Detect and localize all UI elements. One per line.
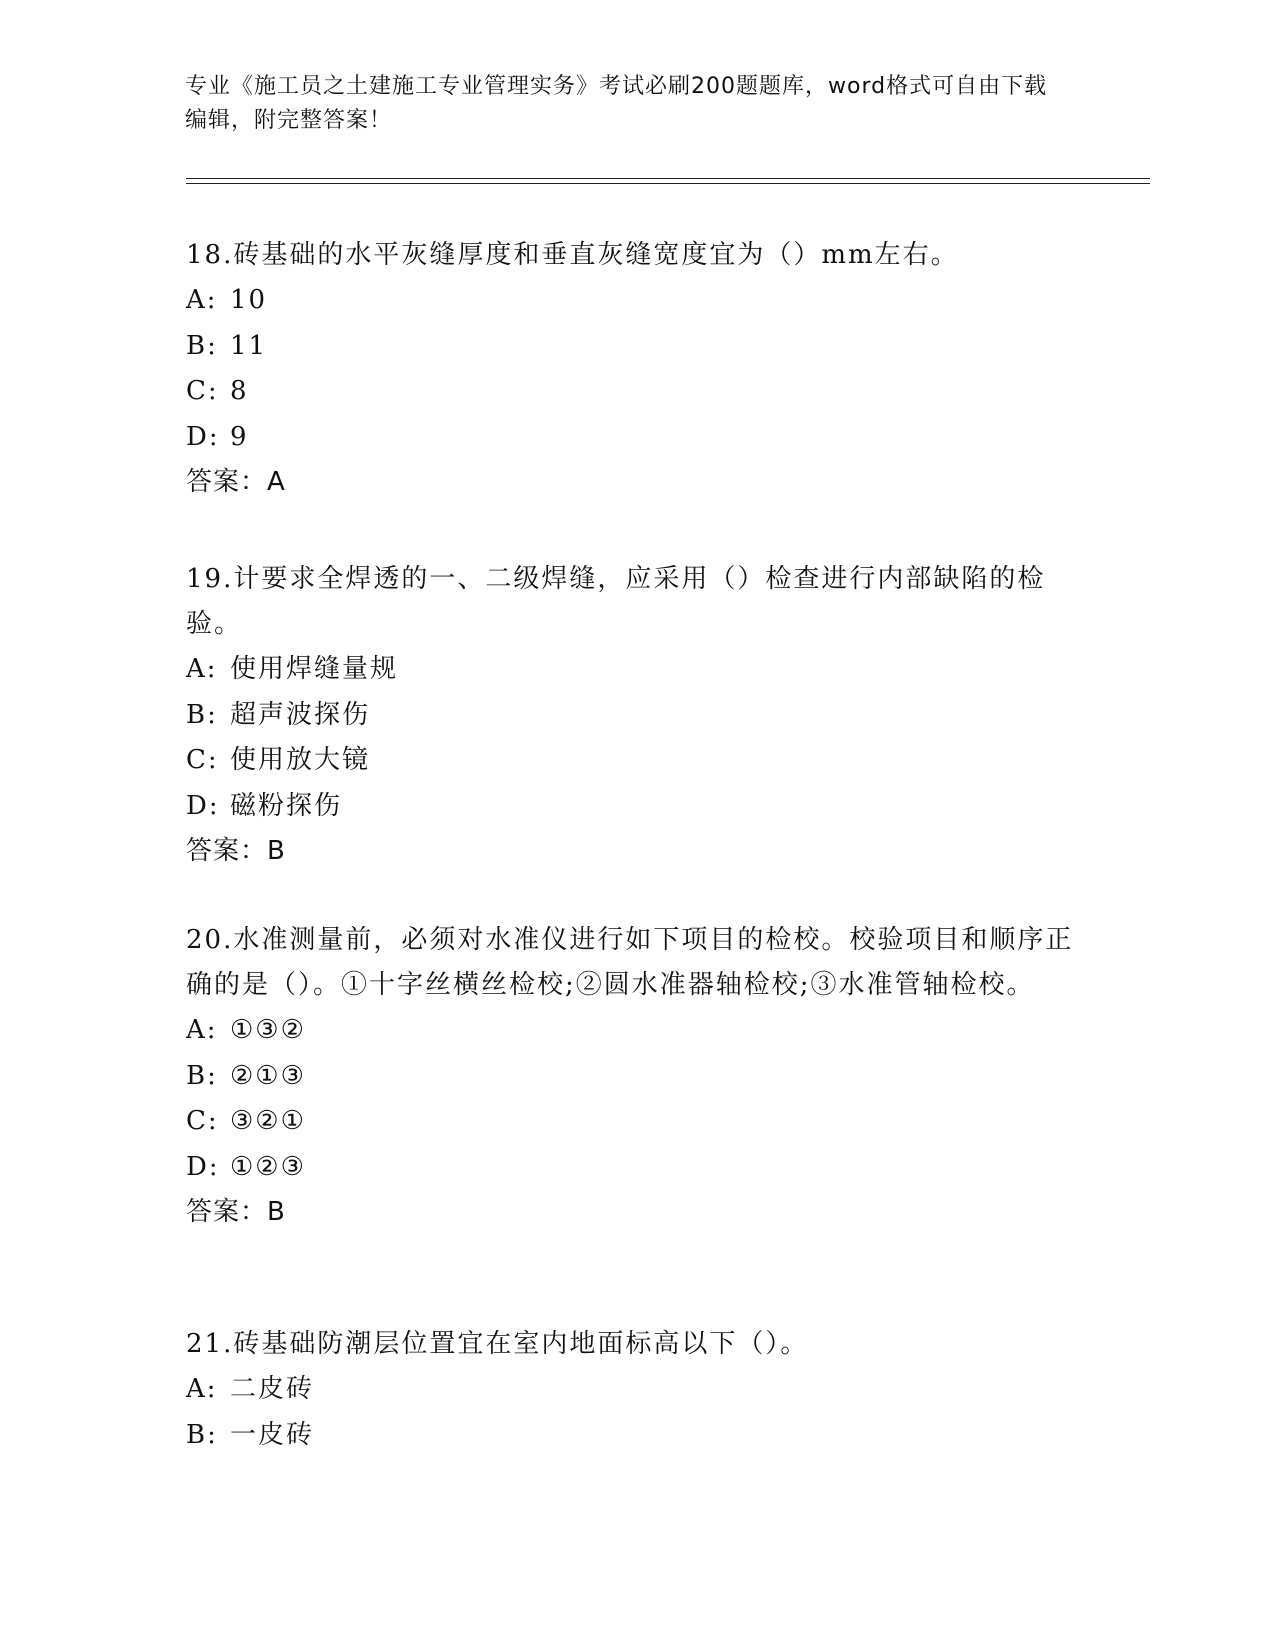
option-a bbox=[186, 647, 1086, 693]
option-c bbox=[186, 1099, 1086, 1145]
option-text: 使用焊缝量规 bbox=[230, 654, 399, 684]
option-text: ②①③ bbox=[230, 1060, 306, 1091]
option-letter: C: bbox=[186, 745, 219, 775]
option-c bbox=[186, 738, 1086, 784]
question-19 bbox=[186, 557, 1086, 873]
question-stem: 20.水准测量前，必须对水准仪进行如下项目的检校。校验项目和顺序正确的是（）。①十字丝横丝检校;②圆水准器轴检校;③水准管轴检校。 bbox=[186, 925, 1074, 1000]
option-text: 二皮砖 bbox=[230, 1374, 315, 1404]
option-text: 使用放大镜 bbox=[230, 745, 371, 775]
option-text: 9 bbox=[230, 421, 249, 452]
option-d bbox=[186, 784, 1086, 830]
option-text: 磁粉探伤 bbox=[230, 790, 343, 821]
option-letter: B: bbox=[186, 1419, 218, 1450]
option-b bbox=[186, 1054, 1086, 1100]
answer-key: 答案：B bbox=[186, 1197, 286, 1227]
option-a bbox=[186, 1008, 1086, 1054]
question-stem: 19.计要求全焊透的一、二级焊缝，应采用（）检查进行内部缺陷的检验。 bbox=[186, 564, 1046, 639]
option-d bbox=[186, 1145, 1086, 1191]
option-letter: A: bbox=[186, 1015, 218, 1045]
question-21 bbox=[186, 1322, 1086, 1458]
question-stem: 21.砖基础防潮层位置宜在室内地面标高以下（）。 bbox=[186, 1329, 809, 1359]
answer-key: 答案：B bbox=[186, 836, 286, 866]
option-text: 11 bbox=[230, 330, 268, 361]
option-text: 一皮砖 bbox=[230, 1419, 315, 1450]
option-text: 超声波探伤 bbox=[230, 699, 371, 730]
option-letter: A: bbox=[186, 285, 218, 315]
option-letter: A: bbox=[186, 1374, 218, 1404]
option-text: 10 bbox=[230, 285, 268, 315]
option-a bbox=[186, 278, 1086, 324]
option-letter: D: bbox=[186, 1151, 220, 1182]
option-letter: A: bbox=[186, 654, 218, 684]
option-text: 8 bbox=[230, 376, 249, 406]
question-20 bbox=[186, 918, 1086, 1234]
option-text: ③②① bbox=[230, 1106, 306, 1136]
option-letter: B: bbox=[186, 1060, 218, 1091]
header-divider-top bbox=[186, 178, 1150, 179]
question-18 bbox=[186, 233, 1086, 504]
answer-key: 答案：A bbox=[186, 467, 286, 497]
option-letter: C: bbox=[186, 1106, 219, 1136]
option-letter: D: bbox=[186, 790, 220, 821]
document-header: 专业《施工员之土建施工专业管理实务》考试必刷200题题库，word格式可自由下载编辑，附完整答案！ bbox=[185, 74, 1048, 133]
header-divider-bottom bbox=[186, 183, 1150, 184]
option-d bbox=[186, 415, 1086, 461]
option-a bbox=[186, 1367, 1086, 1413]
option-letter: D: bbox=[186, 421, 220, 452]
option-b bbox=[186, 1413, 1086, 1459]
option-letter: B: bbox=[186, 699, 218, 730]
question-stem: 18.砖基础的水平灰缝厚度和垂直灰缝宽度宜为（）mm左右。 bbox=[186, 240, 959, 270]
option-b bbox=[186, 324, 1086, 370]
option-letter: B: bbox=[186, 330, 218, 361]
option-text: ①③② bbox=[230, 1015, 306, 1045]
option-letter: C: bbox=[186, 376, 219, 406]
option-c bbox=[186, 369, 1086, 415]
option-text: ①②③ bbox=[230, 1151, 306, 1182]
option-b bbox=[186, 693, 1086, 739]
